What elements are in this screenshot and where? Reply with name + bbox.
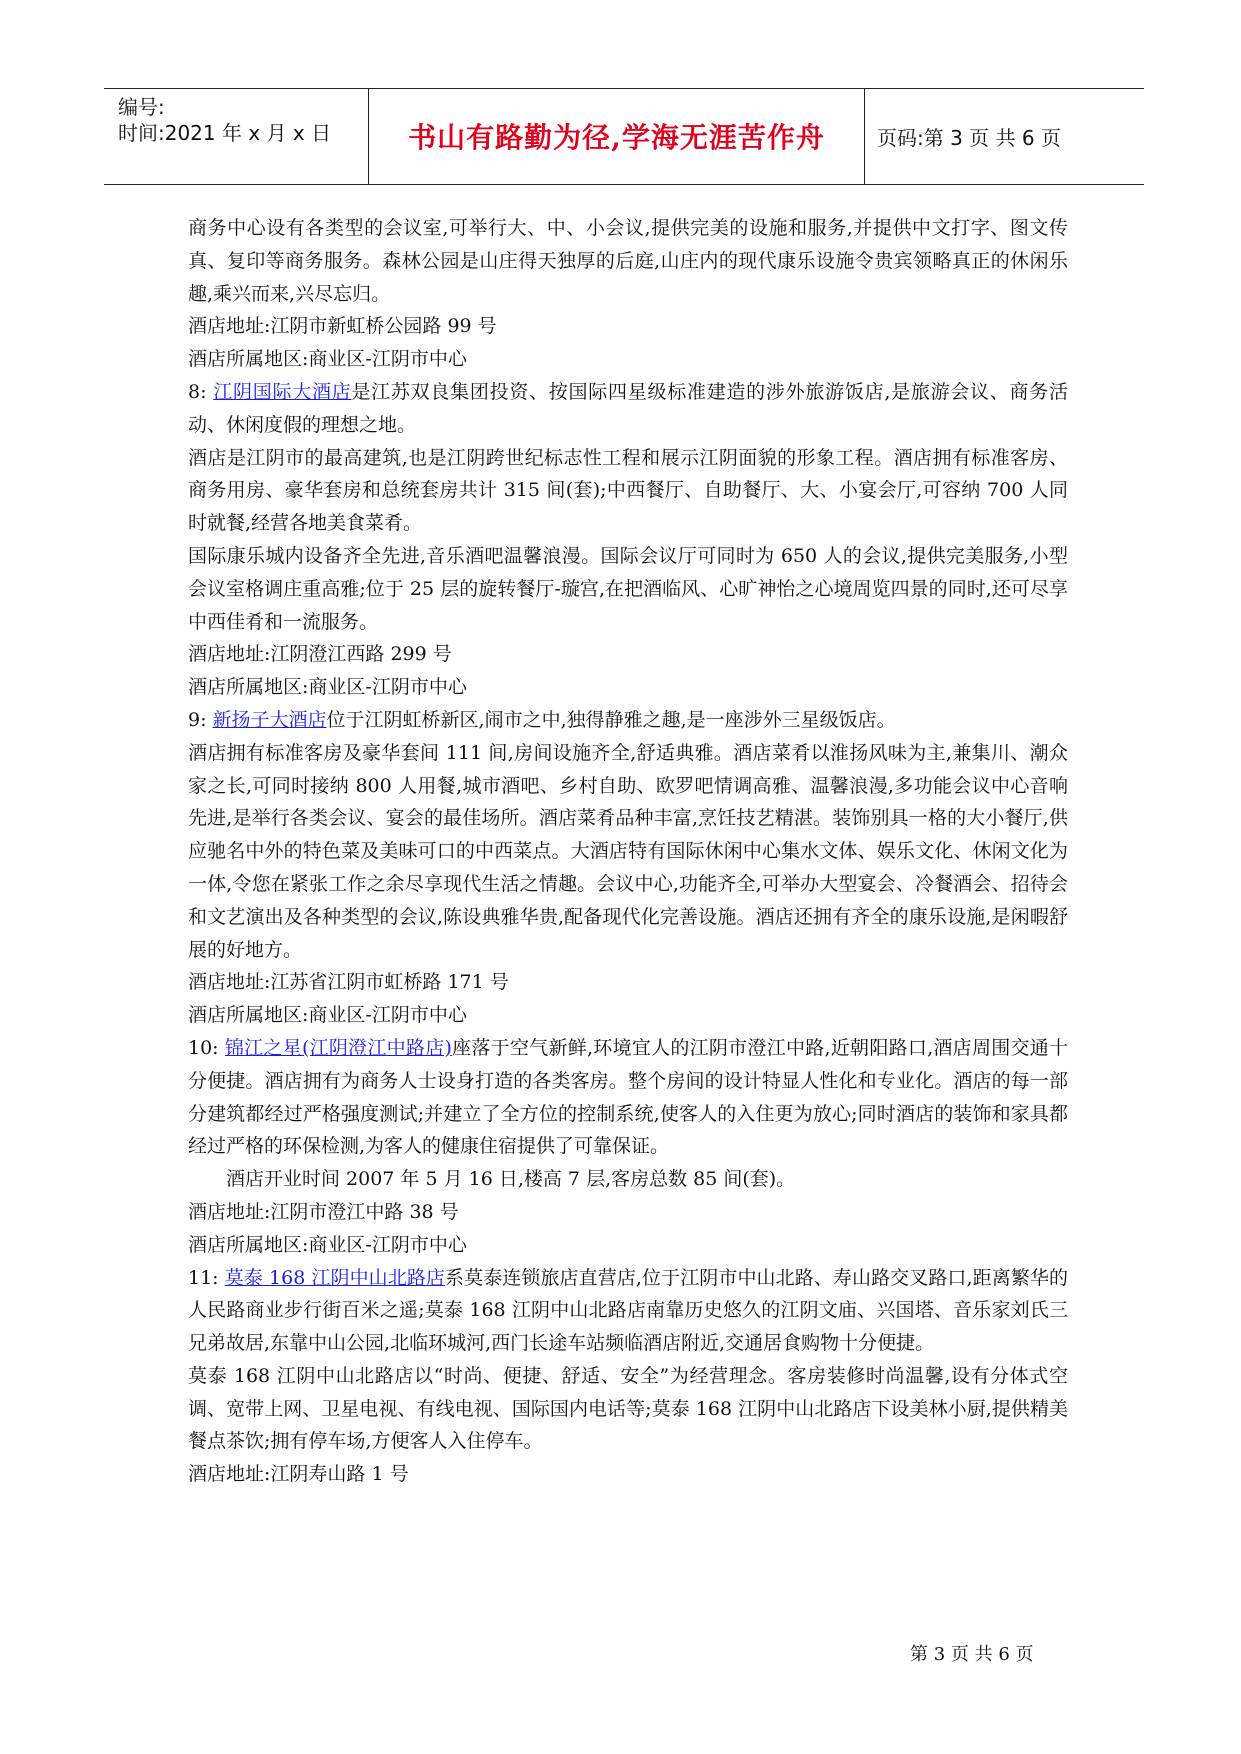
page-footer: 第 3 页 共 6 页 xyxy=(910,1644,1034,1665)
entry-description: 座落于空气新鲜,环境宜人的江阴市澄江中路,近朝阳路口,酒店周围交通十分便捷。酒店拥有为商务人士设身打造的各类客房。整个房间的设计特显人性化和专业化。酒店的每一部分建筑都经过严格强度测试;并建立了全方位的控制系统,使客人的入住更为放心;同时酒店的装饰和家具都经过严格的环保检测,为客人的健康住宿提供了可靠保证。 xyxy=(188,1036,1068,1158)
header-page-info: 页码:第 3 页 共 6 页 xyxy=(877,126,1061,150)
hotel-address: 酒店地址:江阴澄江西路 299 号 xyxy=(188,643,452,666)
hotel-link-jinjiang-inn[interactable]: 锦江之星(江阴澄江中路店) xyxy=(224,1036,452,1059)
header-meta xyxy=(104,89,369,184)
hotel-address: 酒店地址:江阴市澄江中路 38 号 xyxy=(188,1200,459,1223)
hotel-region: 酒店所属地区:商业区-江阴市中心 xyxy=(188,348,467,371)
hotel-region: 酒店所属地区:商业区-江阴市中心 xyxy=(188,1004,467,1027)
entry-description: 位于江阴虹桥新区,闹市之中,独得静雅之趣,是一座涉外三星级饭店。 xyxy=(326,708,896,731)
hotel-entry-8 xyxy=(188,376,1068,442)
header-page-cell xyxy=(865,89,1144,184)
document-time-label: 时间:2021 年 x 月 x 日 xyxy=(118,121,332,145)
hotel-link-jiangyin-international[interactable]: 江阴国际大酒店 xyxy=(213,380,352,403)
header-motto-cell xyxy=(369,89,865,184)
document-body xyxy=(188,212,1068,1491)
paragraph: 国际康乐城内设备齐全先进,音乐酒吧温馨浪漫。国际会议厅可同时为 650 人的会议,提供完美服务,小型会议室格调庄重高雅;位于 25 层的旋转餐厅-璇宫,在把酒临风、心旷神怡之心境周览四景的同时,还可尽享中西佳肴和一流服务。 xyxy=(188,544,1068,633)
paragraph: 酒店开业时间 2007 年 5 月 16 日,楼高 7 层,客房总数 85 间(套)。 xyxy=(226,1168,796,1191)
hotel-link-motel-168[interactable]: 莫泰 168 江阴中山北路店 xyxy=(224,1266,446,1289)
hotel-address: 酒店地址:江阴寿山路 1 号 xyxy=(188,1463,409,1486)
paragraph: 商务中心设有各类型的会议室,可举行大、中、小会议,提供完美的设施和服务,并提供中文打字、图文传真、复印等商务服务。森林公园是山庄得天独厚的后庭,山庄内的现代康乐设施令贵宾领略真正的休闲乐趣,乘兴而来,兴尽忘归。 xyxy=(188,217,1068,305)
hotel-entry-11 xyxy=(188,1262,1068,1360)
header-motto: 书山有路勤为径,学海无涯苦作舟 xyxy=(408,121,825,154)
hotel-region: 酒店所属地区:商业区-江阴市中心 xyxy=(188,676,467,699)
entry-description: 是江苏双良集团投资、按国际四星级标准建造的涉外旅游饭店,是旅游会议、商务活动、休闲度假的理想之地。 xyxy=(188,380,1068,436)
paragraph: 莫泰 168 江阴中山北路店以“时尚、便捷、舒适、安全”为经营理念。客房装修时尚温馨,设有分体式空调、宽带上网、卫星电视、有线电视、国际国内电话等;莫泰 168 江阴中山北路店下设美林小厨,提供精美餐点茶饮;拥有停车场,方便客人入住停车。 xyxy=(188,1364,1068,1453)
hotel-link-new-yangzi[interactable]: 新扬子大酒店 xyxy=(212,708,327,731)
entry-number: 10: xyxy=(188,1036,225,1059)
hotel-address: 酒店地址:江阴市新虹桥公园路 99 号 xyxy=(188,315,497,338)
paragraph: 酒店拥有标准客房及豪华套间 111 间,房间设施齐全,舒适典雅。酒店菜肴以淮扬风味为主,兼集川、潮众家之长,可同时接纳 800 人用餐,城市酒吧、乡村自助、欧罗吧情调高雅、温馨浪漫,多功能会议中心音响先进,是举行各类会议、宴会的最佳场所。酒店菜肴品种丰富,烹饪技艺精湛。装饰别具一格的大小餐厅,供应驰名中外的特色菜及美味可口的中西菜点。大酒店特有国际休闲中心集水文体、娱乐文化、休闲文化为一体,令您在紧张工作之余尽享现代生活之情趣。会议中心,功能齐全,可举办大型宴会、冷餐酒会、招待会和文艺演出及各种类型的会议,陈设典雅华贵,配备现代化完善设施。酒店还拥有齐全的康乐设施,是闲暇舒展的好地方。 xyxy=(188,741,1068,961)
entry-number: 11: xyxy=(188,1266,225,1289)
page-header xyxy=(104,88,1144,185)
hotel-region: 酒店所属地区:商业区-江阴市中心 xyxy=(188,1233,467,1256)
hotel-address: 酒店地址:江苏省江阴市虹桥路 171 号 xyxy=(188,971,509,994)
entry-description: 系莫泰连锁旅店直营店,位于江阴市中山北路、寿山路交叉路口,距离繁华的人民路商业步行街百米之遥;莫泰 168 江阴中山北路店南靠历史悠久的江阴文庙、兴国塔、音乐家刘氏三兄弟故居,东靠中山公园,北临环城河,西门长途车站频临酒店附近,交通居食购物十分便捷。 xyxy=(188,1266,1068,1355)
paragraph: 酒店是江阴市的最高建筑,也是江阴跨世纪标志性工程和展示江阴面貌的形象工程。酒店拥有标准客房、商务用房、豪华套房和总统套房共计 315 间(套);中西餐厅、自助餐厅、大、小宴会厅,可容纳 700 人同时就餐,经营各地美食菜肴。 xyxy=(188,446,1068,535)
entry-number: 9: xyxy=(188,708,213,731)
hotel-entry-9 xyxy=(188,704,1068,737)
hotel-entry-10 xyxy=(188,1032,1068,1163)
document-number-label: 编号: xyxy=(118,95,165,119)
entry-number: 8: xyxy=(188,380,214,403)
